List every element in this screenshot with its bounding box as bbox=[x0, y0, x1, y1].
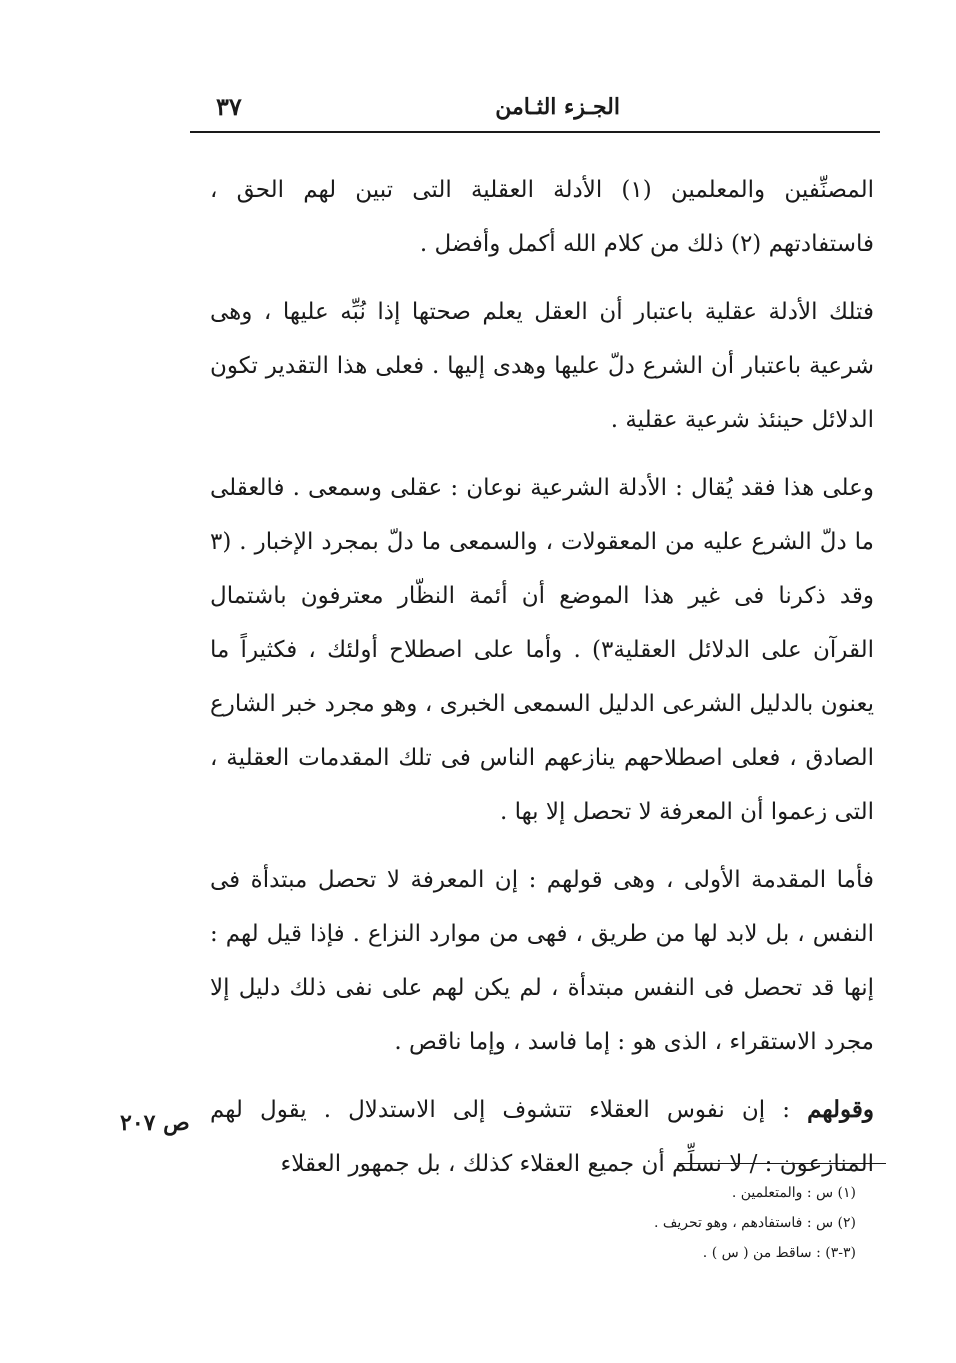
paragraph-4 bbox=[210, 853, 874, 1069]
footnote-1: (١) س : والمتعلمين . bbox=[731, 1185, 856, 1201]
paragraph-3 bbox=[210, 461, 874, 839]
footnotes bbox=[456, 1178, 856, 1268]
footnote-3: (٣-٣) : ساقط من ( س ) . bbox=[702, 1245, 856, 1261]
paragraph-text: : إن نفوس العقلاء تتشوف إلى الاستدلال . يقول لهم المنازعون : / لا نسلِّم أن جميع العقلاء كذلك ، بل جمهور العقلاء bbox=[210, 1097, 874, 1177]
page-number: ٣٧ bbox=[216, 92, 242, 121]
paragraph-5 bbox=[210, 1083, 874, 1191]
paragraph-text: المصنِّفين والمعلمين (١) الأدلة العقلية التى تبين لهم الحق ، فاستفادتهم (٢) ذلك من كلام الله أكمل وأفضل . bbox=[210, 177, 874, 257]
paragraph-text: وعلى هذا فقد يُقال : الأدلة الشرعية نوعان : عقلى وسمعى . فالعقلى ما دلّ الشرع عليه من المعقولات ، والسمعى ما دلّ بمجرد الإخبار . (٣ وقد ذكرنا فى غير هذا الموضع أن أئمة النظّار معترفون باشتمال القرآن على الدلائل العقلية٣) . وأما على اصطلاح أولئك ، فكثيراً ما يعنون بالدليل الشرعى الدليل السمعى الخبرى ، وهو مجرد خبر الشارع الصادق ، فعلى اصطلاحهم ينازعهم الناس فى تلك المقدمات العقلية ، التى زعموا أن المعرفة لا تحصل إلا بها . bbox=[210, 475, 875, 825]
margin-page-reference: ص ٢٠٧ bbox=[120, 1110, 190, 1136]
running-header bbox=[190, 88, 880, 128]
footnote-divider bbox=[678, 1163, 886, 1164]
main-text bbox=[210, 163, 874, 1205]
paragraph-text: فأما المقدمة الأولى ، وهى قولهم : إن المعرفة لا تحصل مبتدأة فى النفس ، بل لابد لها من طريق ، فهى من موارد النزاع . فإذا قيل لهم : إنها قد تحصل فى النفس مبتدأة ، لم يكن لهم على نفى ذلك دليل إلا مجرد الاستقراء ، الذى هو : إما فاسد ، وإما ناقص . bbox=[210, 867, 874, 1055]
paragraph-1 bbox=[210, 163, 874, 271]
paragraph-2 bbox=[210, 285, 874, 447]
paragraph-lead: وقولهم bbox=[807, 1096, 874, 1123]
footnote-2: (٢) س : فاستفادهم ، وهو تحريف . bbox=[653, 1215, 856, 1231]
header-title: الجـزء الثـامن bbox=[495, 94, 620, 120]
paragraph-text: فتلك الأدلة عقلية باعتبار أن العقل يعلم صحتها إذا نُبِّه عليها ، وهى شرعية باعتبار أن الشرع دلّ عليها وهدى إليها . فعلى هذا التقدير تكون الدلائل حينئذ شرعية عقلية . bbox=[210, 299, 874, 433]
header-divider bbox=[190, 131, 880, 133]
